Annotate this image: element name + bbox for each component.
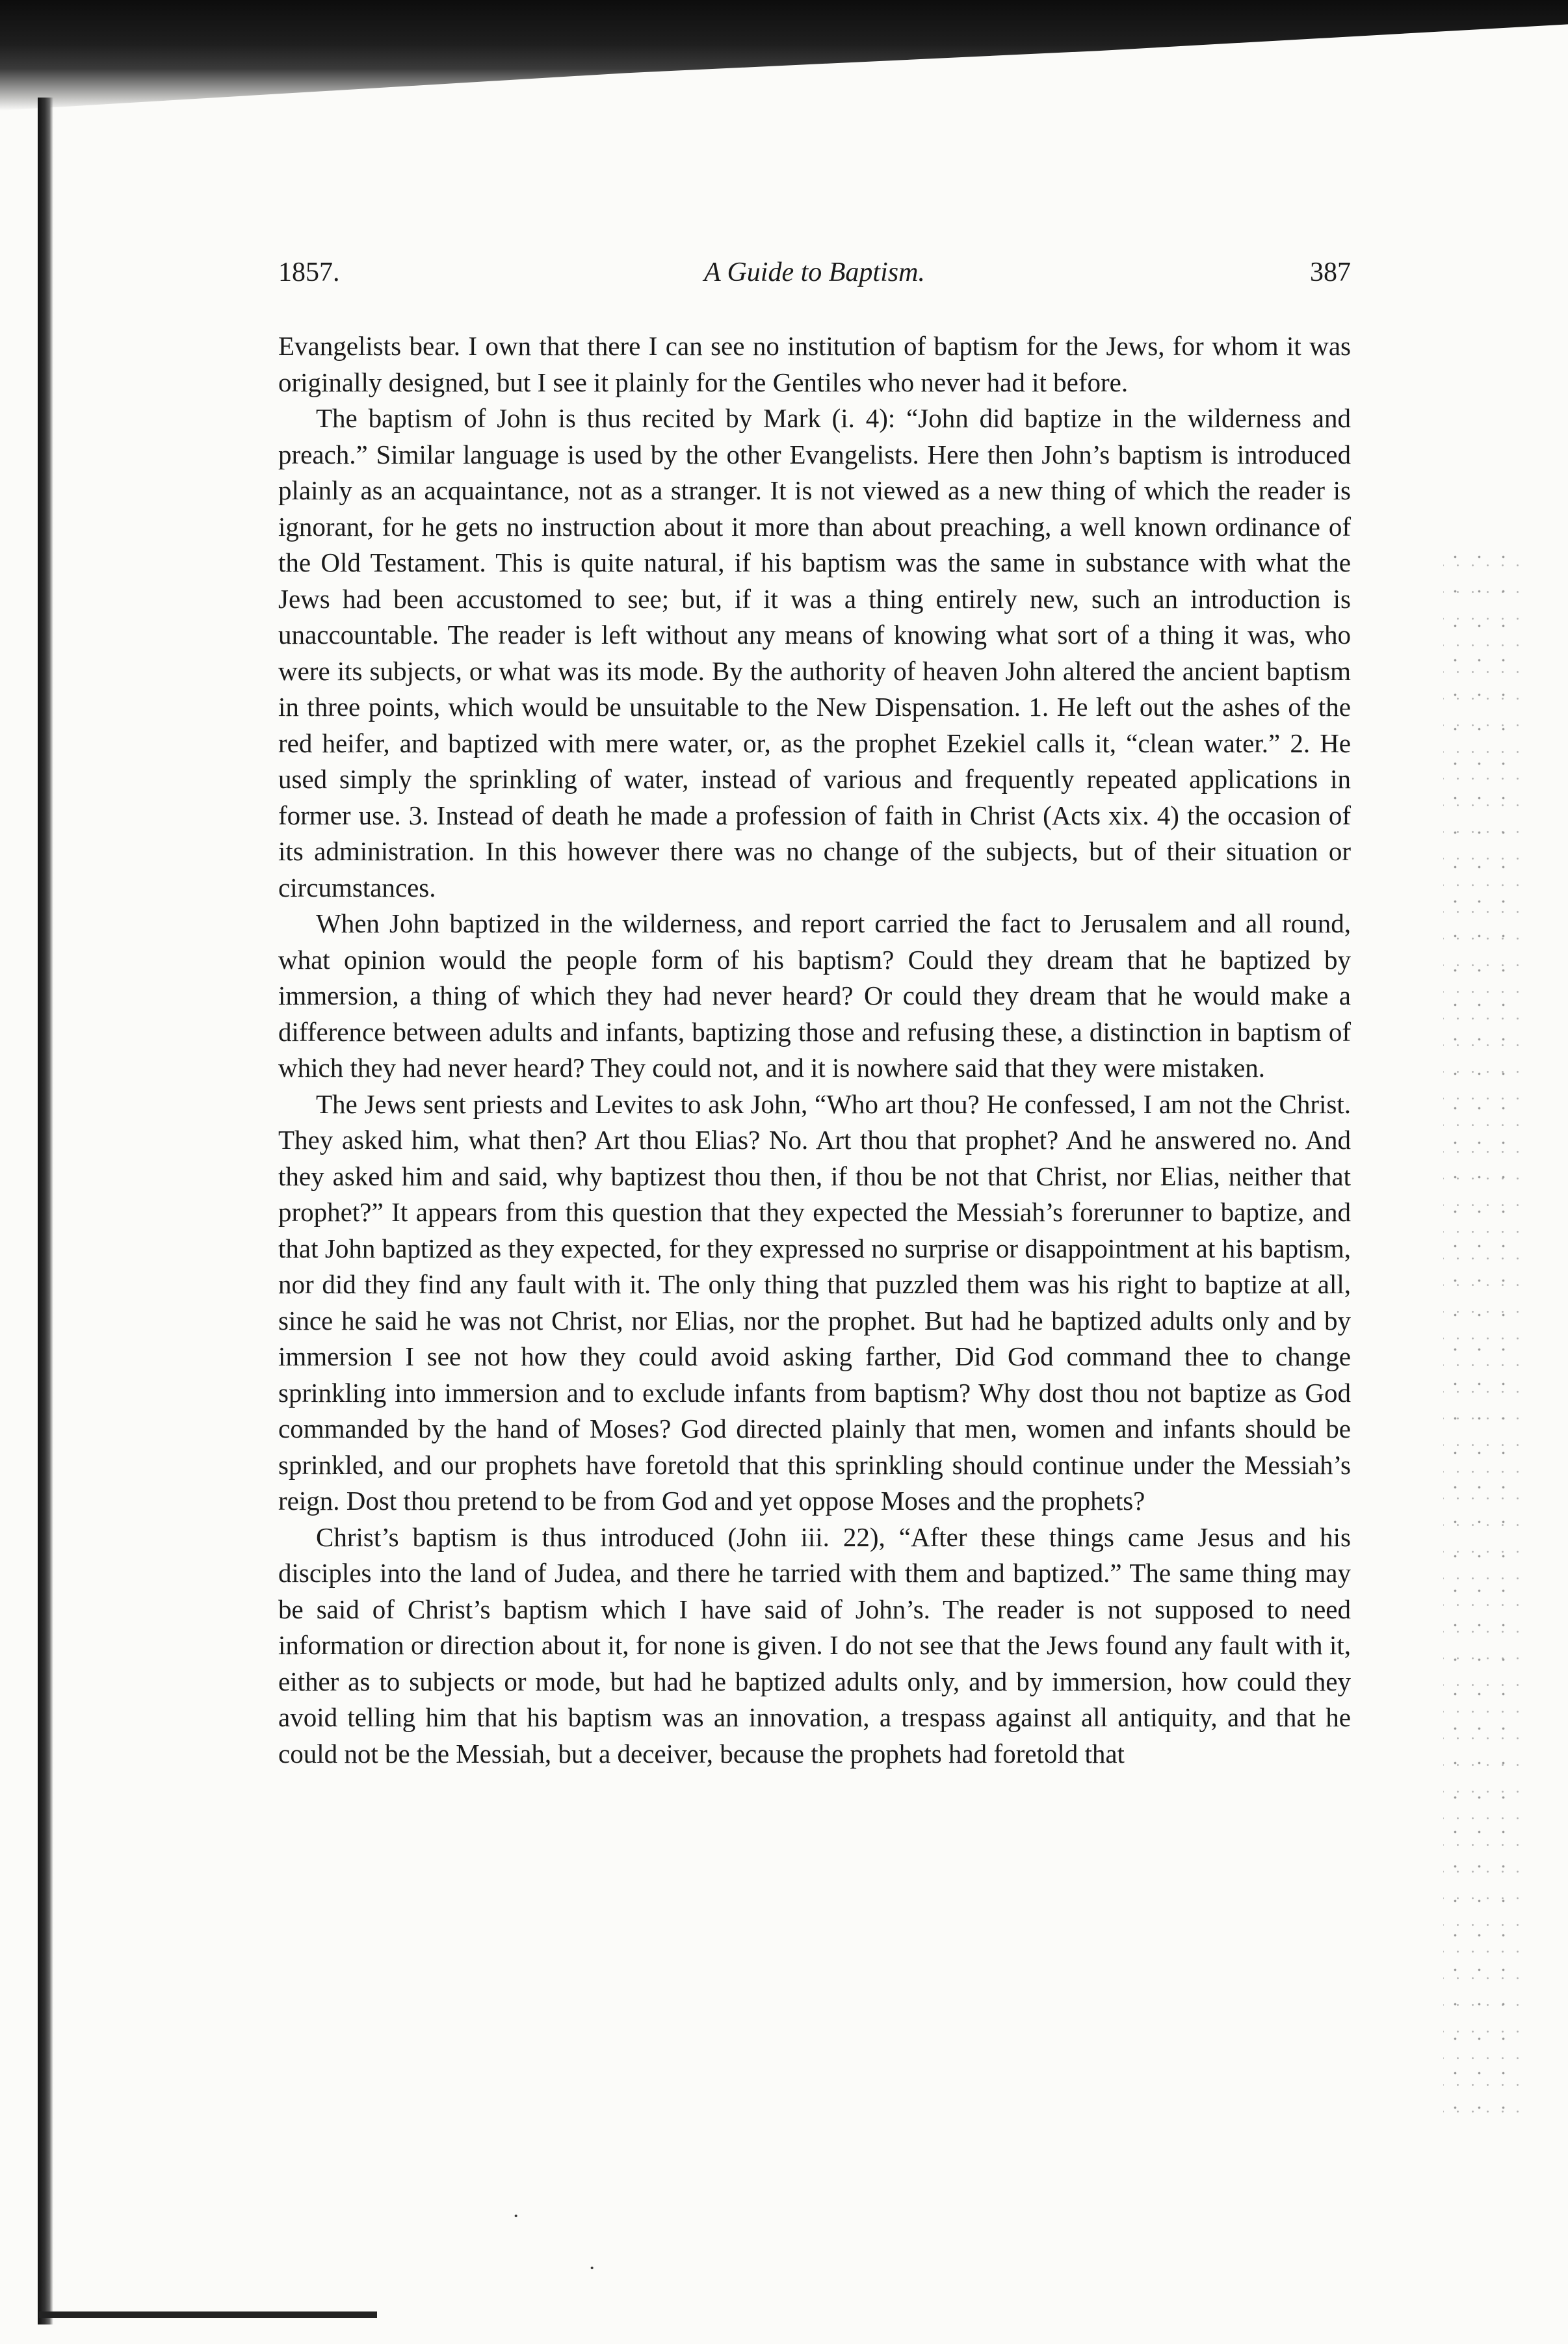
running-head-year: 1857.: [278, 257, 340, 287]
running-head: [278, 257, 1351, 302]
paragraph-christs-baptism: Christ’s baptism is thus introduced (John iii. 22), “After these things came Jesus and his disciples into the land of Judea, and there he tarried with them and baptized.” The same thing may be said of Christ’s baptism which I have said of John’s. The reader is not supposed to need information or direction about it, for none is given. I do not see that the Jews found any fault with it, either as to subjects or mode, but had he baptized adults only, and by immersion, how could they avoid telling him that his baptism was an innovation, a trespass against all antiquity, and that he could not be the Messiah, but a deceiver, because the prophets had foretold that: [278, 1521, 1351, 1769]
paragraph-johns-baptism: The baptism of John is thus recited by Mark (i. 4): “John did baptize in the wilderness and preach.” Similar language is used by the other Evangelists. Here then John’s baptism is introduced plainly as an acquaintance, not as a stranger. It is not viewed as a new thing of which the reader is ignorant, for he gets no instruction about it more than about preaching, a well known ordinance of the Old Testament. This is quite natural, if his baptism was the same in substance with what the Jews had been accustomed to see; but, if it was a thing entirely new, such an introduction is unaccountable. The reader is left without any means of knowing what sort of a thing it was, who were its subjects, or what was its mode. By the authority of heaven John altered the ancient baptism in three points, which would be unsuitable to the New Dispensation. 1. He left out the ashes of the red heifer, and baptized with mere water, or, as the prophet Ezekiel calls it, “clean water.” 2. He used simply the sprinkling of water, instead of various and frequently repeated applications in former use. 3. Instead of death he made a profession of faith in Christ (Acts xix. 4) the occasion of its administration. In this however there was no change of the subjects, but of their situation or circumstances.: [278, 403, 1351, 902]
scan-top-border: [0, 0, 1568, 111]
stray-ink-mark: ·: [512, 2204, 520, 2228]
scan-left-border: [38, 98, 53, 2324]
book-page: [278, 257, 1351, 1772]
paragraph-continued: Evangelists bear. I own that there I can see no institution of baptism for the Jews, for whom it was originally designed, but I see it plainly for the Gentiles who never had it before.: [278, 331, 1351, 397]
paragraph-priests-levites: The Jews sent priests and Levites to ask John, “Who art thou? He confessed, I am not the Christ. They asked him, what then? Art thou Elias? No. Art thou that prophet? And he answered no. And they asked him and said, why baptizest thou then, if thou be not that Christ, nor Elias, neither that prophet?” It appears from this question that they expected the Messiah’s forerunner to baptize, and that John baptized as they expected, for they expressed no surprise or disappointment at his baptism, nor did they find any fault with it. The only thing that puzzled them was his right to baptize at all, since he said he was not Christ, nor Elias, nor the prophet. But had he baptized adults only and by immersion I see not how they could avoid asking farther, Did God command thee to change sprinkling into immersion and to exclude infants from baptism? Why dost thou not baptize as God commanded by the hand of Moses? God directed plainly that men, women and infants should be sprinkled, and our prophets have foretold that this sprinkling should continue under the Messiah’s reign. Dost thou pretend to be from God and yet oppose Moses and the prophets?: [278, 1088, 1351, 1516]
page-number: 387: [1310, 257, 1351, 287]
body-text: [278, 328, 1351, 1772]
scan-bottom-rule: [39, 2311, 377, 2318]
running-head-title: A Guide to Baptism.: [704, 257, 925, 287]
paragraph-wilderness: When John baptized in the wilderness, and report carried the fact to Jerusalem and all round, what opinion would the people form of his baptism? Could they dream that he baptized by immersion, a thing of which they had never heard? Or could they dream that he would make a difference between adults and infants, baptizing those and refusing these, a distinction in baptism of which they had never heard? They could not, and it is nowhere said that they were mistaken.: [278, 908, 1351, 1083]
scan-bleed-through-specks: [1443, 540, 1521, 2120]
stray-ink-mark: ·: [588, 2256, 596, 2280]
